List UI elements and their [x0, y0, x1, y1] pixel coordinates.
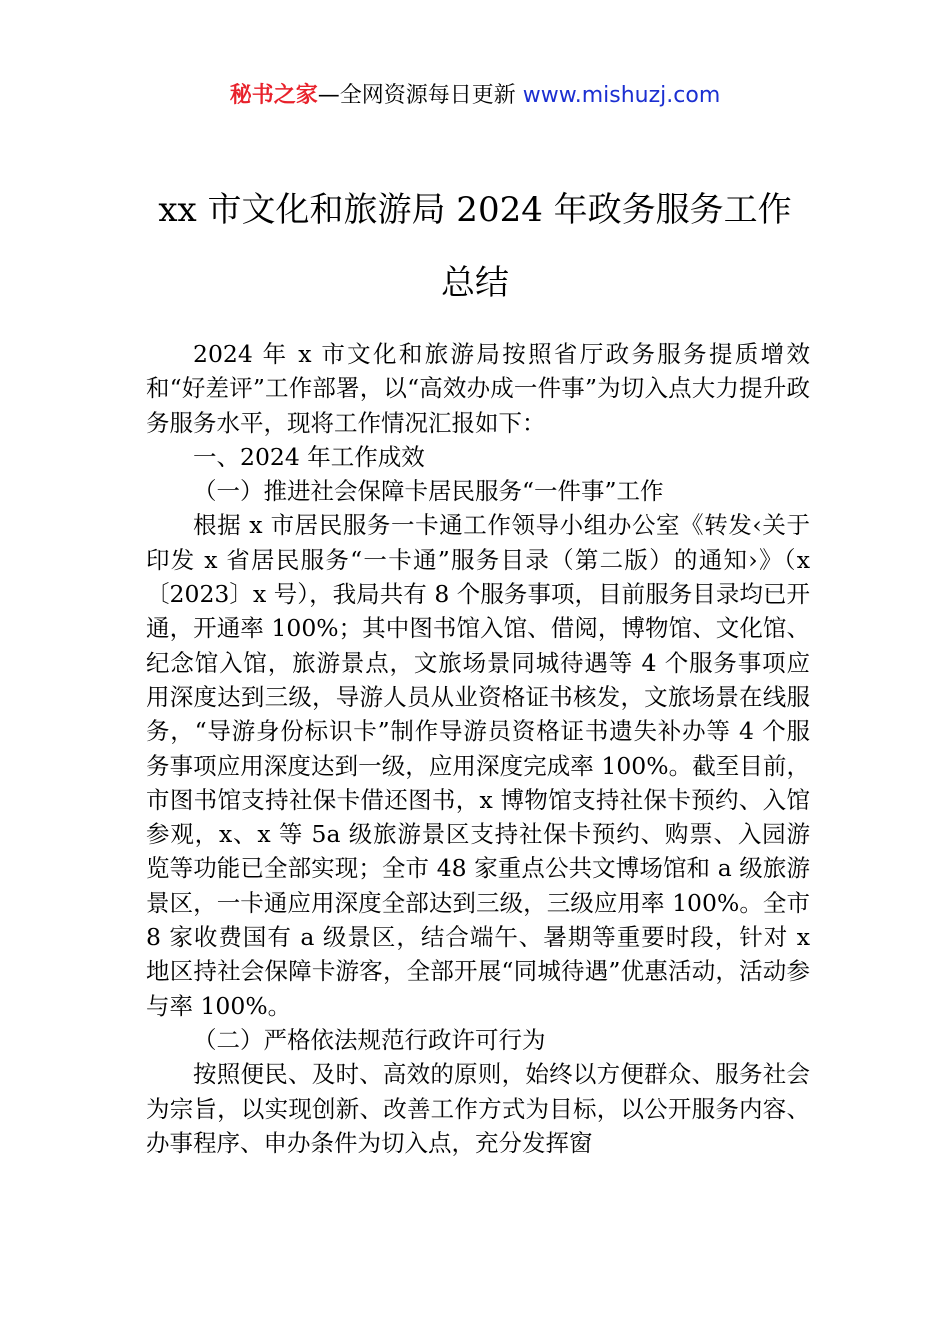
body-paragraph-1: 根据 x 市居民服务一卡通工作领导小组办公室《转发‹关于印发 x 省居民服务“一卡通”服务目录（第二版）的通知›》（x〔2023〕x 号），我局共有 8 个服务事项，目前服务目录均已开通，开通率 100%；其中图书馆入馆、借阅，博物馆、文化馆、纪念馆入馆，旅游景点，文旅场景同城待遇等 4 个服务事项应用深度达到三级，导游人员从业资格证书核发，文旅场景在线服务，“导游身份标识卡”制作导游员资格证书遗失补办等 4 个服务事项应用深度达到一级，应用深度完成率 100%。截至目前，市图书馆支持社保卡借还图书，x 博物馆支持社保卡预约、入馆参观，x、x 等 5a 级旅游景区支持社保卡预约、购票、入园游览等功能已全部实现；全市 48 家重点公共文博场馆和 a 级旅游景区，一卡通应用深度全部达到三级，三级应用率 100%。全市 8 家收费国有 a 级景区，结合端午、暑期等重要时段，针对 x 地区持社会保障卡游客，全部开展“同城待遇”优惠活动，活动参与率 100%。 — [146, 511, 810, 1020]
site-header — [0, 80, 950, 112]
document-body — [146, 337, 810, 1160]
subsection-heading-1: （一）推进社会保障卡居民服务“一件事”工作 — [193, 477, 664, 506]
document-title-line-2: 总结 — [441, 263, 509, 303]
site-url-link[interactable]: www.mishuzj.com — [522, 83, 721, 108]
document-title — [0, 174, 950, 320]
document-title-line-1: xx 市文化和旅游局 2024 年政务服务工作 — [158, 190, 792, 230]
subsection-heading-2: （二）严格依法规范行政许可行为 — [193, 1025, 546, 1054]
intro-paragraph: 2024 年 x 市文化和旅游局按照省厅政务服务提质增效和“好差评”工作部署，以“高效办成一件事”为切入点大力提升政务服务水平，现将工作情况汇报如下： — [146, 340, 810, 437]
site-tagline: —全网资源每日更新 — [317, 83, 523, 108]
section-heading-1: 一、2024 年工作成效 — [193, 442, 425, 471]
body-paragraph-2: 按照便民、及时、高效的原则，始终以方便群众、服务社会为宗旨，以实现创新、改善工作方式为目标，以公开服务内容、办事程序、申办条件为切入点，充分发挥窗 — [146, 1060, 810, 1157]
site-brand: 秘书之家 — [229, 83, 318, 108]
